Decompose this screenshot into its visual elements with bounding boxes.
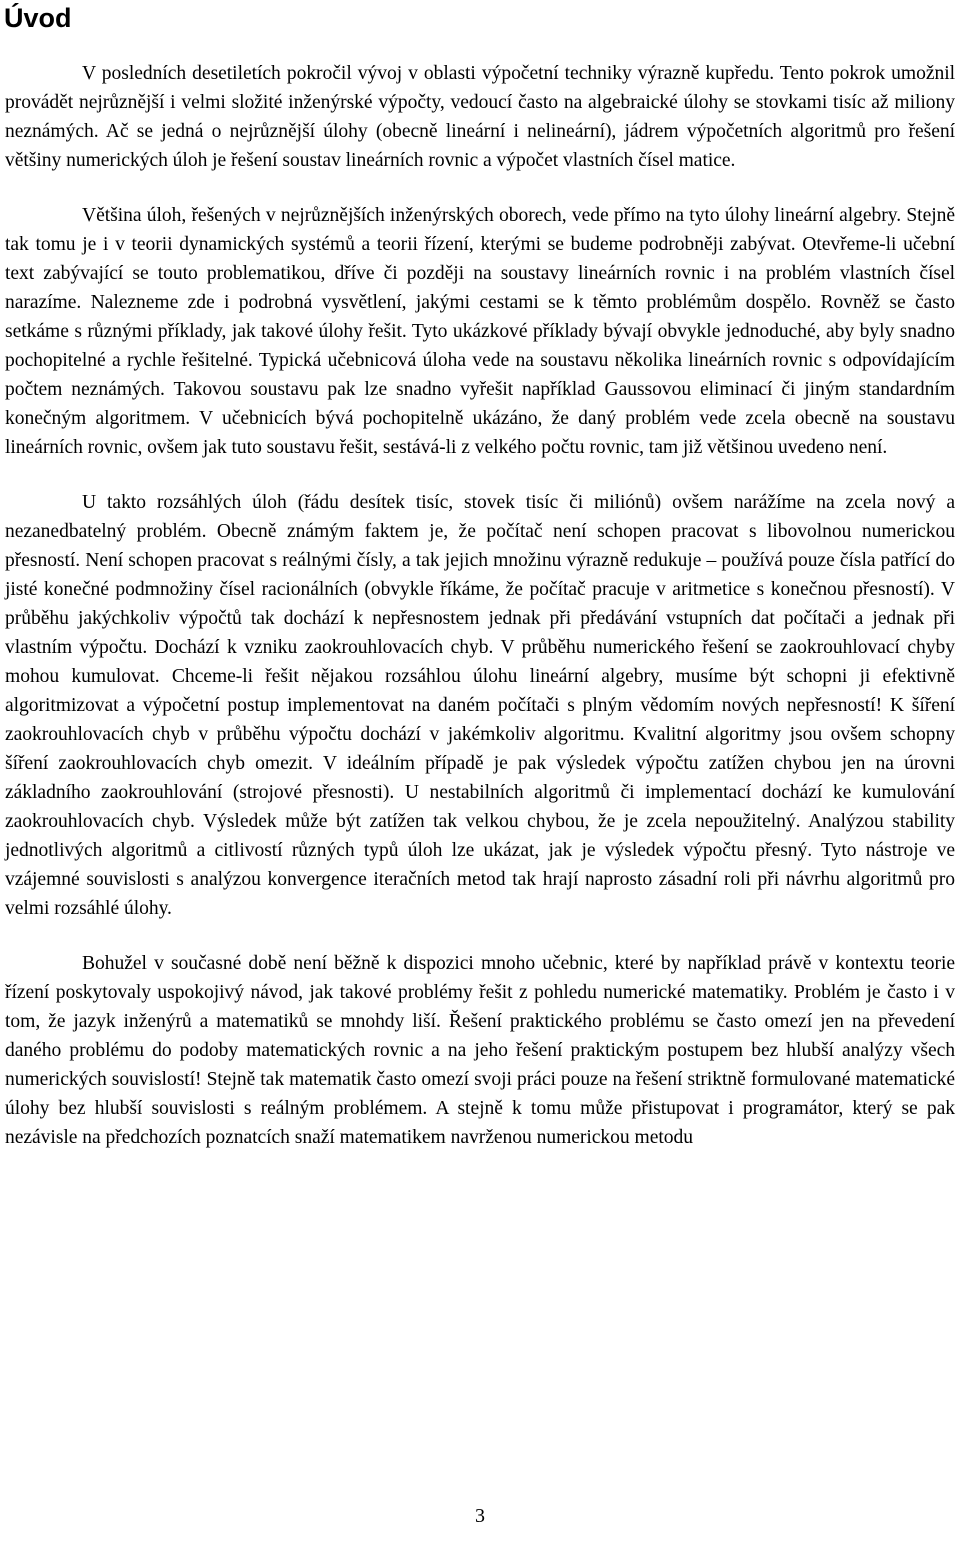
- page-number: 3: [475, 1505, 485, 1527]
- document-body: [5, 59, 955, 1178]
- paragraph-2: Většina úloh, řešených v nejrůznějších inženýrských oborech, vede přímo na tyto úlohy lineární algebry. Stejně tak tomu je i v teorii dynamických systémů a teorii řízení, kterými se budeme podrobněji zabývat. Otevřeme-li učební text zabývající se touto problematikou, dříve či později na soustavy lineárních rovnic i na problém vlastních čísel narazíme. Nalezneme zde i podrobná vysvětlení, jakými cestami se k těmto problémům dospělo. Rovněž se často setkáme s různými příklady, jak takové úlohy řešit. Tyto ukázkové příklady bývají obvykle jednoduché, aby byly snadno pochopitelné a rychle řešitelné. Typická učebnicová úloha vede na soustavu několika lineárních rovnic s odpovídajícím počtem neznámých. Takovou soustavu pak lze snadno vyřešit například Gaussovou eliminací či jiným standardním konečným algoritmem. V učebnicích bývá pochopitelně ukázáno, že daný problém vede zcela obecně na soustavu lineárních rovnic, ovšem jak tuto soustavu řešit, sestává-li z velkého počtu rovnic, tam již většinou uvedeno není.: [5, 205, 955, 458]
- paragraph-4: Bohužel v současné době není běžně k dispozici mnoho učebnic, které by například právě v kontextu teorie řízení poskytovaly uspokojivý návod, jak takové problémy řešit z pohledu numerické matematiky. Problém je často i v tom, že jazyk inženýrů a matematiků se mnohdy liší. Řešení praktického problému se často omezí jen na převedení daného problému do podoby matematických rovnic a na jeho řešení praktickým postupem bez hlubší analýzy všech numerických souvislostí! Stejně tak matematik často omezí svoji práci pouze na řešení striktně formulované matematické úlohy bez hlubší souvislosti s reálným problémem. A stejně k tomu může přistupovat i programátor, který se pak nezávisle na předchozích poznatcích snaží matematikem navrženou numerickou metodu: [5, 953, 955, 1148]
- paragraph-1: V posledních desetiletích pokročil vývoj v oblasti výpočetní techniky výrazně kupředu. Tento pokrok umožnil provádět nejrůznější i velmi složité inženýrské výpočty, vedoucí často na algebraické úlohy se stovkami tisíc až miliony neznámých. Ač se jedná o nejrůznější úlohy (obecně lineární i nelineární), jádrem výpočetních algoritmů pro řešení většiny numerických úloh je řešení soustav lineárních rovnic a výpočet vlastních čísel matice.: [5, 63, 955, 171]
- page-title: Úvod: [4, 3, 72, 33]
- paragraph-3: U takto rozsáhlých úloh (řádu desítek tisíc, stovek tisíc či miliónů) ovšem narážíme na zcela nový a nezanedbatelný problém. Obecně známým faktem je, že počítač není schopen pracovat s libovolnou numerickou přesností. Není schopen pracovat s reálnými čísly, a tak jejich množinu výrazně redukuje – používá pouze čísla patřící do jisté konečné podmnožiny čísel racionálních (obvykle říkáme, že počítač pracuje v aritmetice s konečnou přesností). V průběhu jakýchkoliv výpočtů tak dochází k nepřesnostem jednak při předávání vstupních dat počítači a jednak při vlastním výpočtu. Dochází k vzniku zaokrouhlovacích chyb. V průběhu numerického řešení se zaokrouhlovací chyby mohou kumulovat. Chceme-li řešit nějakou rozsáhlou úlohu lineární algebry, musíme být schopni ji efektivně algoritmizovat a výpočetní postup implementovat na daném počítači s plným vědomím nových nepřesností! K šíření zaokrouhlovacích chyb v průběhu výpočtu dochází v jakémkoliv algoritmu. Kvalitní algoritmy jsou ovšem schopny šíření zaokrouhlovacích chyb omezit. V ideálním případě je pak výsledek výpočtu zatížen chybou jen na úrovni základního zaokrouhlování (strojové přesnosti). U nestabilních algoritmů či implementací dochází ke kumulování zaokrouhlovacích chyb. Výsledek může být zatížen tak velkou chybou, že je zcela nepoužitelný. Analýzou stability jednotlivých algoritmů a citlivostí různých typů úloh lze ukázat, jak je výsledek výpočtu přesný. Tyto nástroje ve vzájemné souvislosti s analýzou konvergence iteračních metod tak hrají naprosto zásadní roli při návrhu algoritmů pro velmi rozsáhlé úlohy.: [5, 492, 955, 919]
